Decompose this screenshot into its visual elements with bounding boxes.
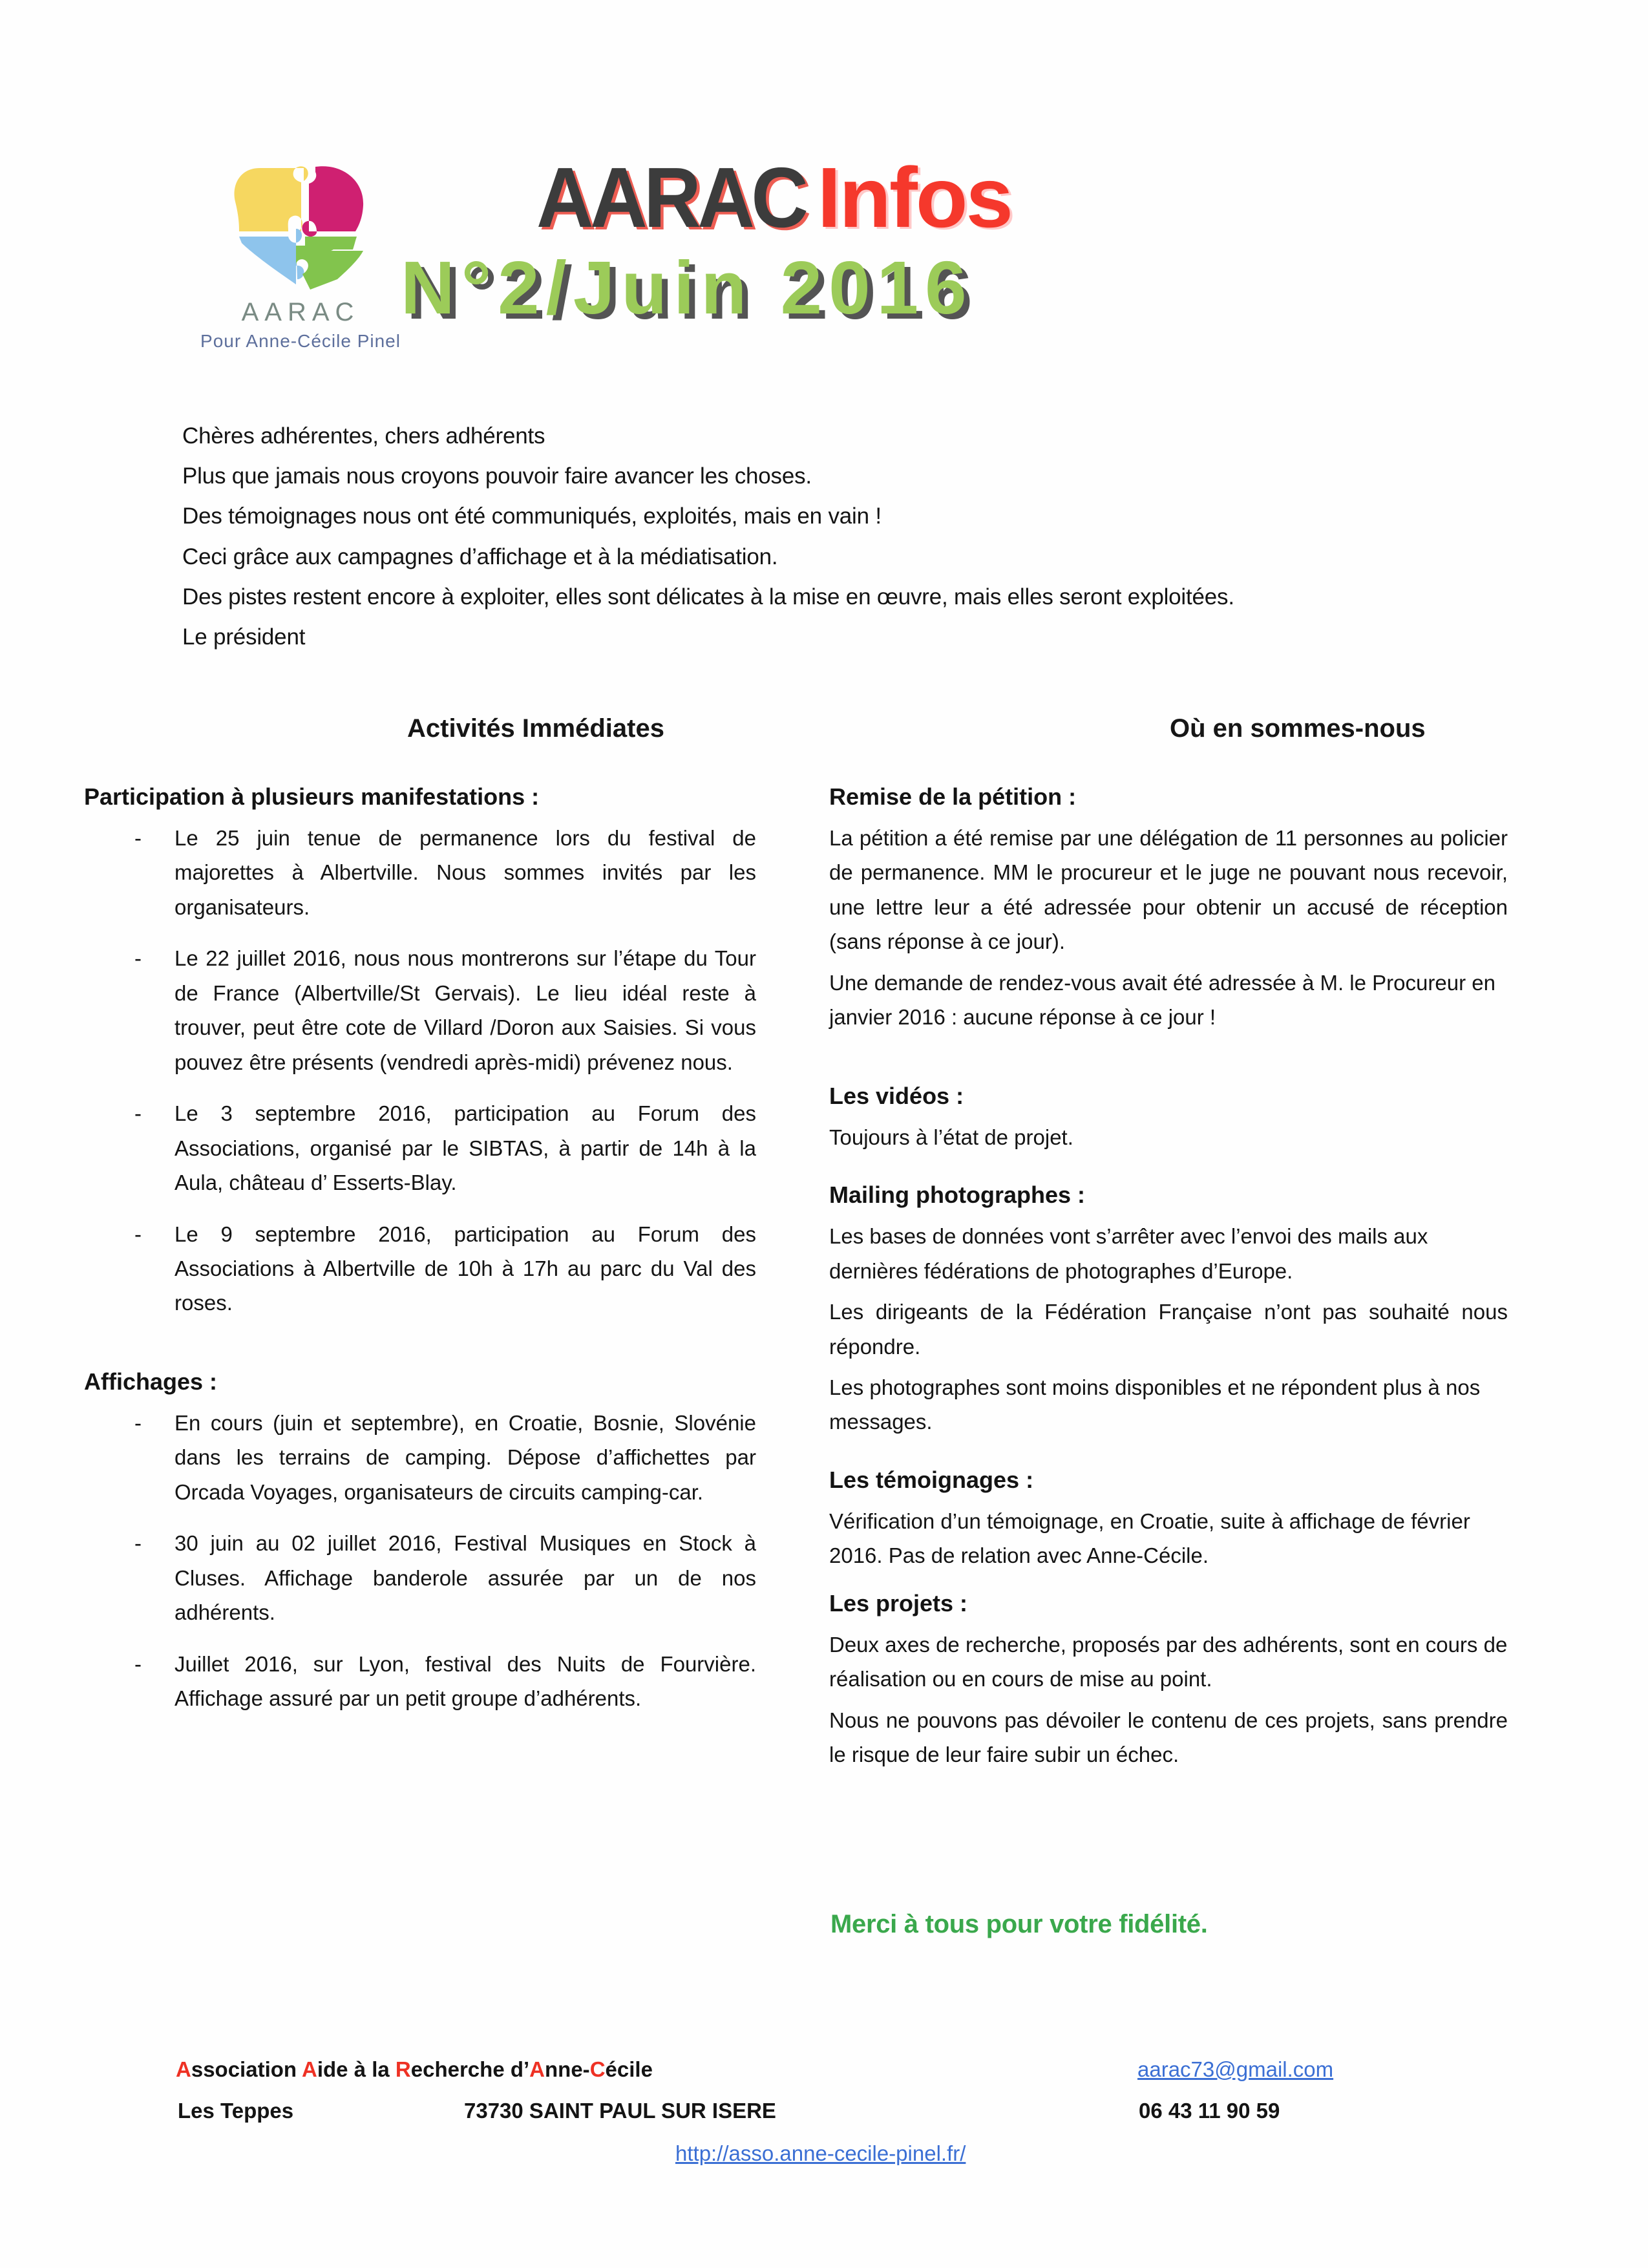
assoc-cap: A: [529, 2057, 545, 2081]
assoc-rest: nne-: [545, 2057, 590, 2081]
masthead-title: [536, 150, 1011, 245]
section-title-videos: Les vidéos :: [829, 1082, 964, 1109]
list-item: - Le 9 septembre 2016, participation au Forum des Associations à Albertville de 10h à 17h au parc du Val des roses.: [84, 1217, 756, 1320]
address-line-1: Les Teppes: [178, 2099, 294, 2123]
assoc-cap: R: [395, 2057, 411, 2081]
section-title-projets: Les projets :: [829, 1589, 968, 1616]
email-link[interactable]: aarac73@gmail.com: [1137, 2057, 1334, 2081]
right-column-heading: Où en sommes-nous: [1170, 714, 1426, 743]
assoc-rest: écile: [605, 2057, 653, 2081]
assoc-rest: ssociation: [191, 2057, 302, 2081]
paragraph: Les dirigeants de la Fédération Française n’ont pas souhaité nous répondre.: [829, 1300, 1508, 1359]
left-column: [84, 783, 756, 1716]
affichages-list: [84, 1406, 756, 1716]
puzzle-heart-logo-icon: [220, 155, 381, 294]
spacer: [84, 1320, 756, 1368]
assoc-cap: A: [302, 2057, 317, 2081]
page-header: [0, 149, 1648, 362]
section-title-temoignages: Les témoignages :: [829, 1466, 1034, 1493]
assoc-rest: echerche d’: [410, 2057, 530, 2081]
paragraph: Vérification d’un témoignage, en Croatie, suite à affichage de février 2016. Pas de relation avec Anne-Cécile.: [829, 1509, 1470, 1568]
paragraph: La pétition a été remise par une délégation de 11 personnes au policier de permanence. MM le procureur et le juge ne pouvant nous recevoir, une lettre leur a été adressée pour obtenir un accusé de réception (sans réponse à ce jour).: [829, 826, 1508, 954]
masthead: [401, 149, 1441, 362]
section-title-petition: Remise de la pétition :: [829, 783, 1077, 810]
intro-block: [182, 423, 1346, 650]
masthead-title-infos: Infos: [817, 150, 1011, 245]
left-column-heading: Activités Immédiates: [407, 714, 664, 743]
assoc-rest: ide à la: [317, 2057, 396, 2081]
paragraph: Deux axes de recherche, proposés par des adhérents, sont en cours de réalisation ou en cours de mise au point.: [829, 1632, 1508, 1691]
logo-tagline: Pour Anne-Cécile Pinel: [200, 331, 401, 351]
manifestations-list: [84, 821, 756, 1320]
aarac-logo-block: [194, 155, 407, 352]
page-footer: [0, 2007, 1648, 2201]
thanks-message: Merci à tous pour votre fidélité.: [830, 1910, 1208, 1938]
intro-line: Ceci grâce aux campagnes d’affichage et à la médiatisation.: [182, 544, 778, 569]
section-title-manifestations: Participation à plusieurs manifestations :: [84, 783, 540, 810]
paragraph: Les bases de données vont s’arrêter avec l’envoi des mails aux dernières fédérations de photographes d’Europe.: [829, 1224, 1428, 1283]
phone-number: 06 43 11 90 59: [1139, 2099, 1280, 2123]
logo-wordmark: AARAC: [241, 298, 360, 326]
assoc-cap: A: [176, 2057, 191, 2081]
right-column: [829, 783, 1508, 1772]
intro-line: Des témoignages nous ont été communiqués, exploités, mais en vain !: [182, 503, 882, 529]
intro-line: Des pistes restent encore à exploiter, elles sont délicates à la mise en œuvre, mais elles seront exploitées.: [182, 584, 1234, 609]
section-title-affichages: Affichages :: [84, 1368, 218, 1395]
list-item: - Juillet 2016, sur Lyon, festival des Nuits de Fourvière. Affichage assuré par un petit groupe d’adhérents.: [84, 1647, 756, 1716]
masthead-issue-line: N°2/Juin 2016: [401, 246, 973, 330]
paragraph: Nous ne pouvons pas dévoiler le contenu de ces projets, sans prendre le risque de leur faire subir un échec.: [829, 1708, 1508, 1767]
list-item: - Le 22 juillet 2016, nous nous montrerons sur l’étape du Tour de France (Albertville/St Gervais). Le lieu idéal reste à trouver, peut être cote de Villard /Doron aux Saisies. Si vous pouvez être présents (vendredi après-midi) prévenez nous.: [84, 941, 756, 1079]
paragraph: Les photographes sont moins disponibles et ne répondent plus à nos messages.: [829, 1375, 1481, 1434]
assoc-cap: C: [589, 2057, 606, 2081]
spacer: [829, 1573, 1508, 1590]
paragraph: Une demande de rendez-vous avait été adressée à M. le Procureur en janvier 2016 : aucune réponse à ce jour !: [829, 970, 1495, 1030]
list-item: - En cours (juin et septembre), en Croatie, Bosnie, Slovénie dans les terrains de camping. Dépose d’affichettes par Orcada Voyages, organisateurs de circuits camping-car.: [84, 1406, 756, 1509]
intro-signature: Le président: [182, 624, 306, 650]
association-full-name: [176, 2057, 653, 2082]
spacer: [829, 1154, 1508, 1182]
list-item: - Le 3 septembre 2016, participation au Forum des Associations, organisé par le SIBTAS, à partir de 14h à la Aula, château d’ Esserts-Blay.: [84, 1096, 756, 1200]
paragraph: Toujours à l’état de projet.: [829, 1125, 1073, 1149]
masthead-title-aarac: AARAC: [536, 150, 805, 245]
section-title-mailing: Mailing photographes :: [829, 1182, 1085, 1209]
spacer: [829, 1439, 1508, 1467]
intro-line: Plus que jamais nous croyons pouvoir faire avancer les choses.: [182, 463, 812, 489]
list-item: - 30 juin au 02 juillet 2016, Festival Musiques en Stock à Cluses. Affichage banderole assurée par un de nos adhérents.: [84, 1526, 756, 1629]
spacer: [829, 1035, 1508, 1083]
list-item: - Le 25 juin tenue de permanence lors du festival de majorettes à Albertville. Nous sommes invités par les organisateurs.: [84, 821, 756, 924]
intro-line: Chères adhérentes, chers adhérents: [182, 423, 545, 449]
website-link[interactable]: http://asso.anne-cecile-pinel.fr/: [675, 2141, 966, 2165]
address-line-2: 73730 SAINT PAUL SUR ISERE: [464, 2099, 776, 2123]
